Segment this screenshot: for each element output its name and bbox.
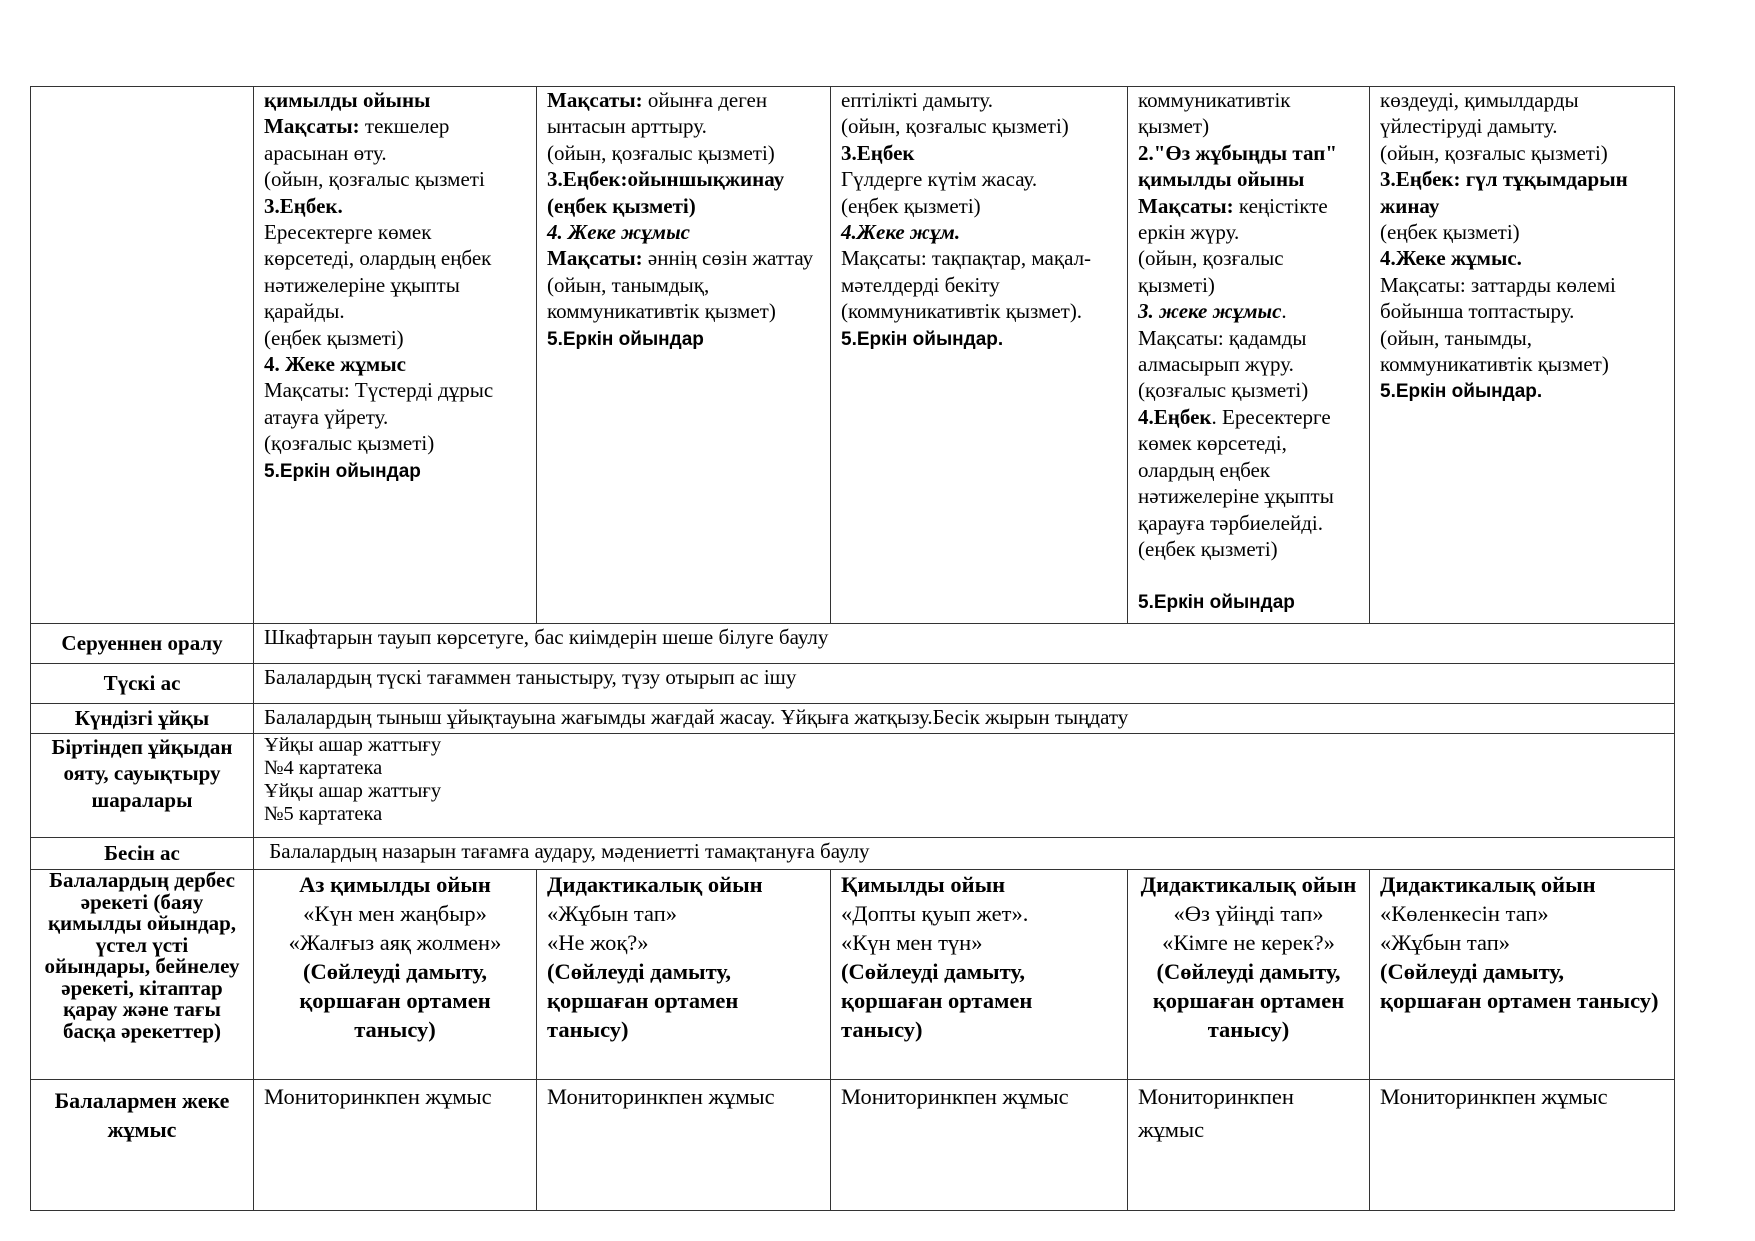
text-line [547, 957, 820, 1044]
walk-cell [831, 87, 1128, 624]
text-line [264, 113, 526, 166]
independent-activity-label: Балалардың дербес әрекеті (баяу қимылды ойындар, үстел үсті ойындары, бейнелеу әрекеті, кітаптар қарау және тағы басқа әрекеттер) [31, 870, 254, 1080]
text-segment: (Сөйлеуді дамыту, қоршаған ортамен танысу) [1380, 959, 1659, 1013]
walk-row [31, 87, 1675, 624]
independent-activity-row [31, 870, 1675, 1080]
activity-cell [831, 870, 1128, 1080]
text-line [1380, 140, 1664, 166]
text-line [264, 351, 526, 377]
text-segment: 5.Еркін ойындар. [841, 328, 1004, 350]
walk-cell [1370, 87, 1675, 624]
text-segment: «Өз үйіңді тап» [1173, 901, 1324, 926]
text-segment: коммуникативтік қызмет) [1138, 88, 1291, 139]
text-segment: «Допты қуып жет». [841, 901, 1029, 926]
text-segment: әннің сөзін жаттау [642, 246, 814, 271]
text-segment: (Сөйлеуді дамыту, қоршаған ортамен танысу) [1152, 959, 1345, 1042]
text-line [547, 140, 820, 166]
text-segment: (ойын, танымды, коммуникативтік қызмет) [1380, 325, 1609, 377]
text-line [1138, 298, 1359, 324]
text-segment: «Не жоқ?» [547, 930, 649, 955]
text-segment: (Сөйлеуді дамыту, қоршаған ортамен танысу) [841, 959, 1033, 1042]
text-segment: 4.Еңбек [1138, 404, 1212, 429]
text-segment: (ойын, қозғалыс қызметі [264, 167, 485, 192]
text-segment: 4.Жеке жұмыс. [1380, 246, 1522, 271]
text-segment: Дидактикалық ойын [547, 872, 763, 897]
text-segment: «Жұбын тап» [547, 901, 677, 926]
text-segment: 3.Еңбек. [264, 193, 343, 218]
text-segment: (ойын, танымдық, коммуникативтік қызмет) [547, 272, 776, 324]
snack-row [31, 838, 1675, 870]
text-line [1380, 928, 1664, 957]
text-line [1380, 957, 1664, 1015]
lunch-row [31, 664, 1675, 704]
text-line [841, 219, 1117, 245]
text-line [841, 325, 1117, 353]
text-segment: Мақсаты: [264, 114, 360, 139]
text-segment: ойынға деген ынтасын арттыру. [547, 88, 768, 139]
text-segment: (ойын, қозғалыс қызметі) [841, 114, 1069, 139]
wake-line: №5 картатека [264, 803, 383, 825]
text-line [547, 245, 820, 271]
text-segment: «Күн мен жаңбыр» [303, 901, 487, 926]
individual-work-cell: Мониторинкпен жұмыс [254, 1080, 537, 1211]
text-line [1138, 140, 1359, 193]
return-walk-text: Шкафтарын тауып көрсетуге, бас киімдерін шеше білуге баулу [254, 624, 1675, 664]
text-line [841, 957, 1117, 1044]
text-line [264, 457, 526, 485]
individual-work-cell: Мониторинкпен жұмыс [1128, 1080, 1370, 1211]
wake-line: №4 картатека [264, 757, 383, 779]
text-line [841, 166, 1117, 192]
activity-cell [537, 870, 831, 1080]
text-segment: Мақсаты: [547, 88, 643, 112]
text-line [264, 377, 526, 430]
activity-cell [1128, 870, 1370, 1080]
text-segment: (еңбек қызметі) [1138, 536, 1278, 561]
text-line [1380, 899, 1664, 928]
wake-label: Біртіндеп ұйқыдан ояту, сауықтыру шаралары [31, 734, 254, 838]
text-line [547, 325, 820, 353]
text-line [264, 430, 526, 456]
walk-cell [537, 87, 831, 624]
text-segment: Мақсаты: қадамды алмасырып жүру. [1138, 325, 1307, 377]
text-line [1138, 928, 1359, 957]
text-line [1380, 166, 1664, 219]
wake-text [254, 734, 1675, 838]
text-segment: (ойын, қозғалыс қызметі) [547, 140, 775, 165]
text-line [547, 166, 820, 219]
spacer [1138, 562, 1359, 588]
text-segment: (Сөйлеуді дамыту, қоршаған ортамен танысу) [547, 959, 739, 1042]
text-segment: 4. Жеке жұмыс [547, 220, 690, 245]
text-segment: (Сөйлеуді дамыту, қоршаған ортамен танысу) [299, 959, 491, 1042]
text-segment: (еңбек қызметі) [264, 325, 404, 350]
text-segment: Мақсаты: Түстерді дұрыс атауға үйрету. [264, 378, 494, 429]
text-line [264, 166, 526, 192]
text-segment: 3.Еңбек [841, 140, 915, 165]
text-segment: 3. жеке жұмыс [1138, 299, 1282, 324]
text-segment: 2."Өз жұбыңды тап" қимылды ойыны [1138, 140, 1337, 192]
text-line [1138, 377, 1359, 403]
text-line [1138, 245, 1359, 298]
text-segment: Қимылды ойын [841, 872, 1006, 897]
text-line [1138, 899, 1359, 928]
return-walk-row [31, 624, 1675, 664]
individual-work-cell: Мониторинкпен жұмыс [831, 1080, 1128, 1211]
return-walk-label: Серуеннен оралу [31, 624, 254, 664]
text-segment: Мақсаты: [1138, 193, 1234, 218]
text-segment: Мақсаты: заттарды көлемі бойынша топтастыру. [1380, 272, 1616, 324]
walk-cell [254, 87, 537, 624]
text-segment: 3.Еңбек:ойыншықжинау (еңбек қызметі) [547, 167, 785, 218]
text-line [547, 87, 820, 140]
text-segment: Дидактикалық ойын [1380, 872, 1596, 897]
text-line [264, 87, 526, 113]
text-segment: (қозғалыс қызметі) [1138, 378, 1309, 403]
walk-row-header [31, 87, 254, 624]
text-segment: 4.Жеке жұм. [841, 220, 961, 245]
text-line [1138, 870, 1359, 899]
snack-label: Бесін ас [31, 838, 254, 870]
text-line [1138, 325, 1359, 378]
text-line [547, 928, 820, 957]
lunch-text: Балалардың түскі тағаммен таныстыру, түзу отырып ас ішу [254, 664, 1675, 704]
text-segment: (ойын, қозғалыс қызметі) [1138, 246, 1284, 297]
text-line [841, 140, 1117, 166]
text-segment: Мақсаты: тақпақтар, мақал-мәтелдерді бекіту (коммуникативтік қызмет). [841, 246, 1092, 324]
nap-label: Күндізгі ұйқы [31, 704, 254, 734]
text-line [1138, 588, 1359, 616]
text-line [264, 193, 526, 219]
text-segment: кеңістікте еркін жүру. [1138, 193, 1328, 245]
text-line [1380, 87, 1664, 140]
text-line [1138, 536, 1359, 562]
text-segment: текшелер арасынан өту. [264, 114, 450, 165]
text-segment: қимылды ойыны [264, 88, 431, 112]
text-segment: 5.Еркін ойындар. [1380, 381, 1543, 403]
text-line [1380, 245, 1664, 271]
text-line [264, 219, 526, 325]
text-segment: . Ересектерге көмек көрсетеді, олардың еңбек нәтижелеріне ұқыпты қарауға тәрбиелейді. [1138, 404, 1334, 535]
text-segment: «Жалғыз аяқ жолмен» [288, 930, 502, 955]
nap-row [31, 704, 1675, 734]
text-line [1380, 325, 1664, 378]
text-segment: (қозғалыс қызметі) [264, 431, 435, 456]
text-line [1138, 404, 1359, 536]
text-segment: (еңбек қызметі) [1380, 220, 1520, 245]
text-segment: Ересектерге көмек көрсетеді, олардың еңбек нәтижелеріне ұқыпты қарайды. [264, 220, 492, 324]
text-line [1380, 219, 1664, 245]
text-segment: ептілікті дамыту. [841, 88, 994, 112]
text-line [264, 957, 526, 1044]
wake-row [31, 734, 1675, 838]
individual-work-row [31, 1080, 1675, 1211]
text-line [547, 899, 820, 928]
text-line [841, 928, 1117, 957]
text-segment: Мақсаты: [547, 246, 643, 271]
text-line [841, 870, 1117, 899]
text-segment: «Күн мен түн» [841, 930, 983, 955]
text-segment: Гүлдерге күтім жасау. [841, 167, 1038, 192]
text-line [1380, 272, 1664, 325]
lunch-label: Түскі ас [31, 664, 254, 704]
text-segment: 5.Еркін ойындар [264, 460, 421, 482]
activity-cell [254, 870, 537, 1080]
text-line [264, 928, 526, 957]
activity-cell [1370, 870, 1675, 1080]
snack-text: Балалардың назарын тағамға аудару, мәдениетті тамақтануға баулу [254, 838, 1675, 870]
text-line [547, 219, 820, 245]
text-segment: көздеуді, қимылдарды үйлестіруді дамыту. [1380, 88, 1579, 139]
text-line [264, 870, 526, 899]
text-line [1138, 957, 1359, 1044]
text-line [841, 193, 1117, 219]
text-segment: Аз қимылды ойын [299, 872, 491, 897]
text-segment: 3.Еңбек: гүл тұқымдарын жинау [1380, 167, 1628, 218]
daily-plan-table [30, 86, 1675, 1211]
text-line [264, 899, 526, 928]
text-line [1138, 193, 1359, 246]
text-line [841, 245, 1117, 324]
text-line [1138, 87, 1359, 140]
text-segment: . [1281, 299, 1287, 324]
walk-cell [1128, 87, 1370, 624]
individual-work-label: Балалармен жеке жұмыс [31, 1080, 254, 1211]
text-segment: (еңбек қызметі) [841, 193, 981, 218]
text-line [264, 325, 526, 351]
wake-line: Ұйқы ашар жаттығу [264, 780, 442, 802]
text-segment: 5.Еркін ойындар [1138, 592, 1295, 614]
text-segment: (ойын, қозғалыс қызметі) [1380, 140, 1608, 165]
text-line [1380, 377, 1664, 405]
text-segment: «Көленкесін тап» [1380, 901, 1549, 926]
text-segment: 5.Еркін ойындар [547, 328, 704, 350]
text-segment: Дидактикалық ойын [1140, 872, 1357, 897]
text-line [547, 870, 820, 899]
text-line [1380, 870, 1664, 899]
text-line [547, 272, 820, 325]
nap-text: Балалардың тыныш ұйықтауына жағымды жағдай жасау. Ұйқыға жатқызу.Бесік жырын тыңдату [254, 704, 1675, 734]
wake-line: Ұйқы ашар жаттығу [264, 734, 442, 756]
text-line [841, 899, 1117, 928]
text-segment: 4. Жеке жұмыс [264, 352, 406, 377]
text-line [841, 113, 1117, 139]
text-segment: «Жұбын тап» [1380, 930, 1510, 955]
individual-work-cell: Мониторинкпен жұмыс [537, 1080, 831, 1211]
individual-work-cell: Мониторинкпен жұмыс [1370, 1080, 1675, 1211]
text-segment: «Кімге не керек?» [1162, 930, 1335, 955]
text-line [841, 87, 1117, 113]
